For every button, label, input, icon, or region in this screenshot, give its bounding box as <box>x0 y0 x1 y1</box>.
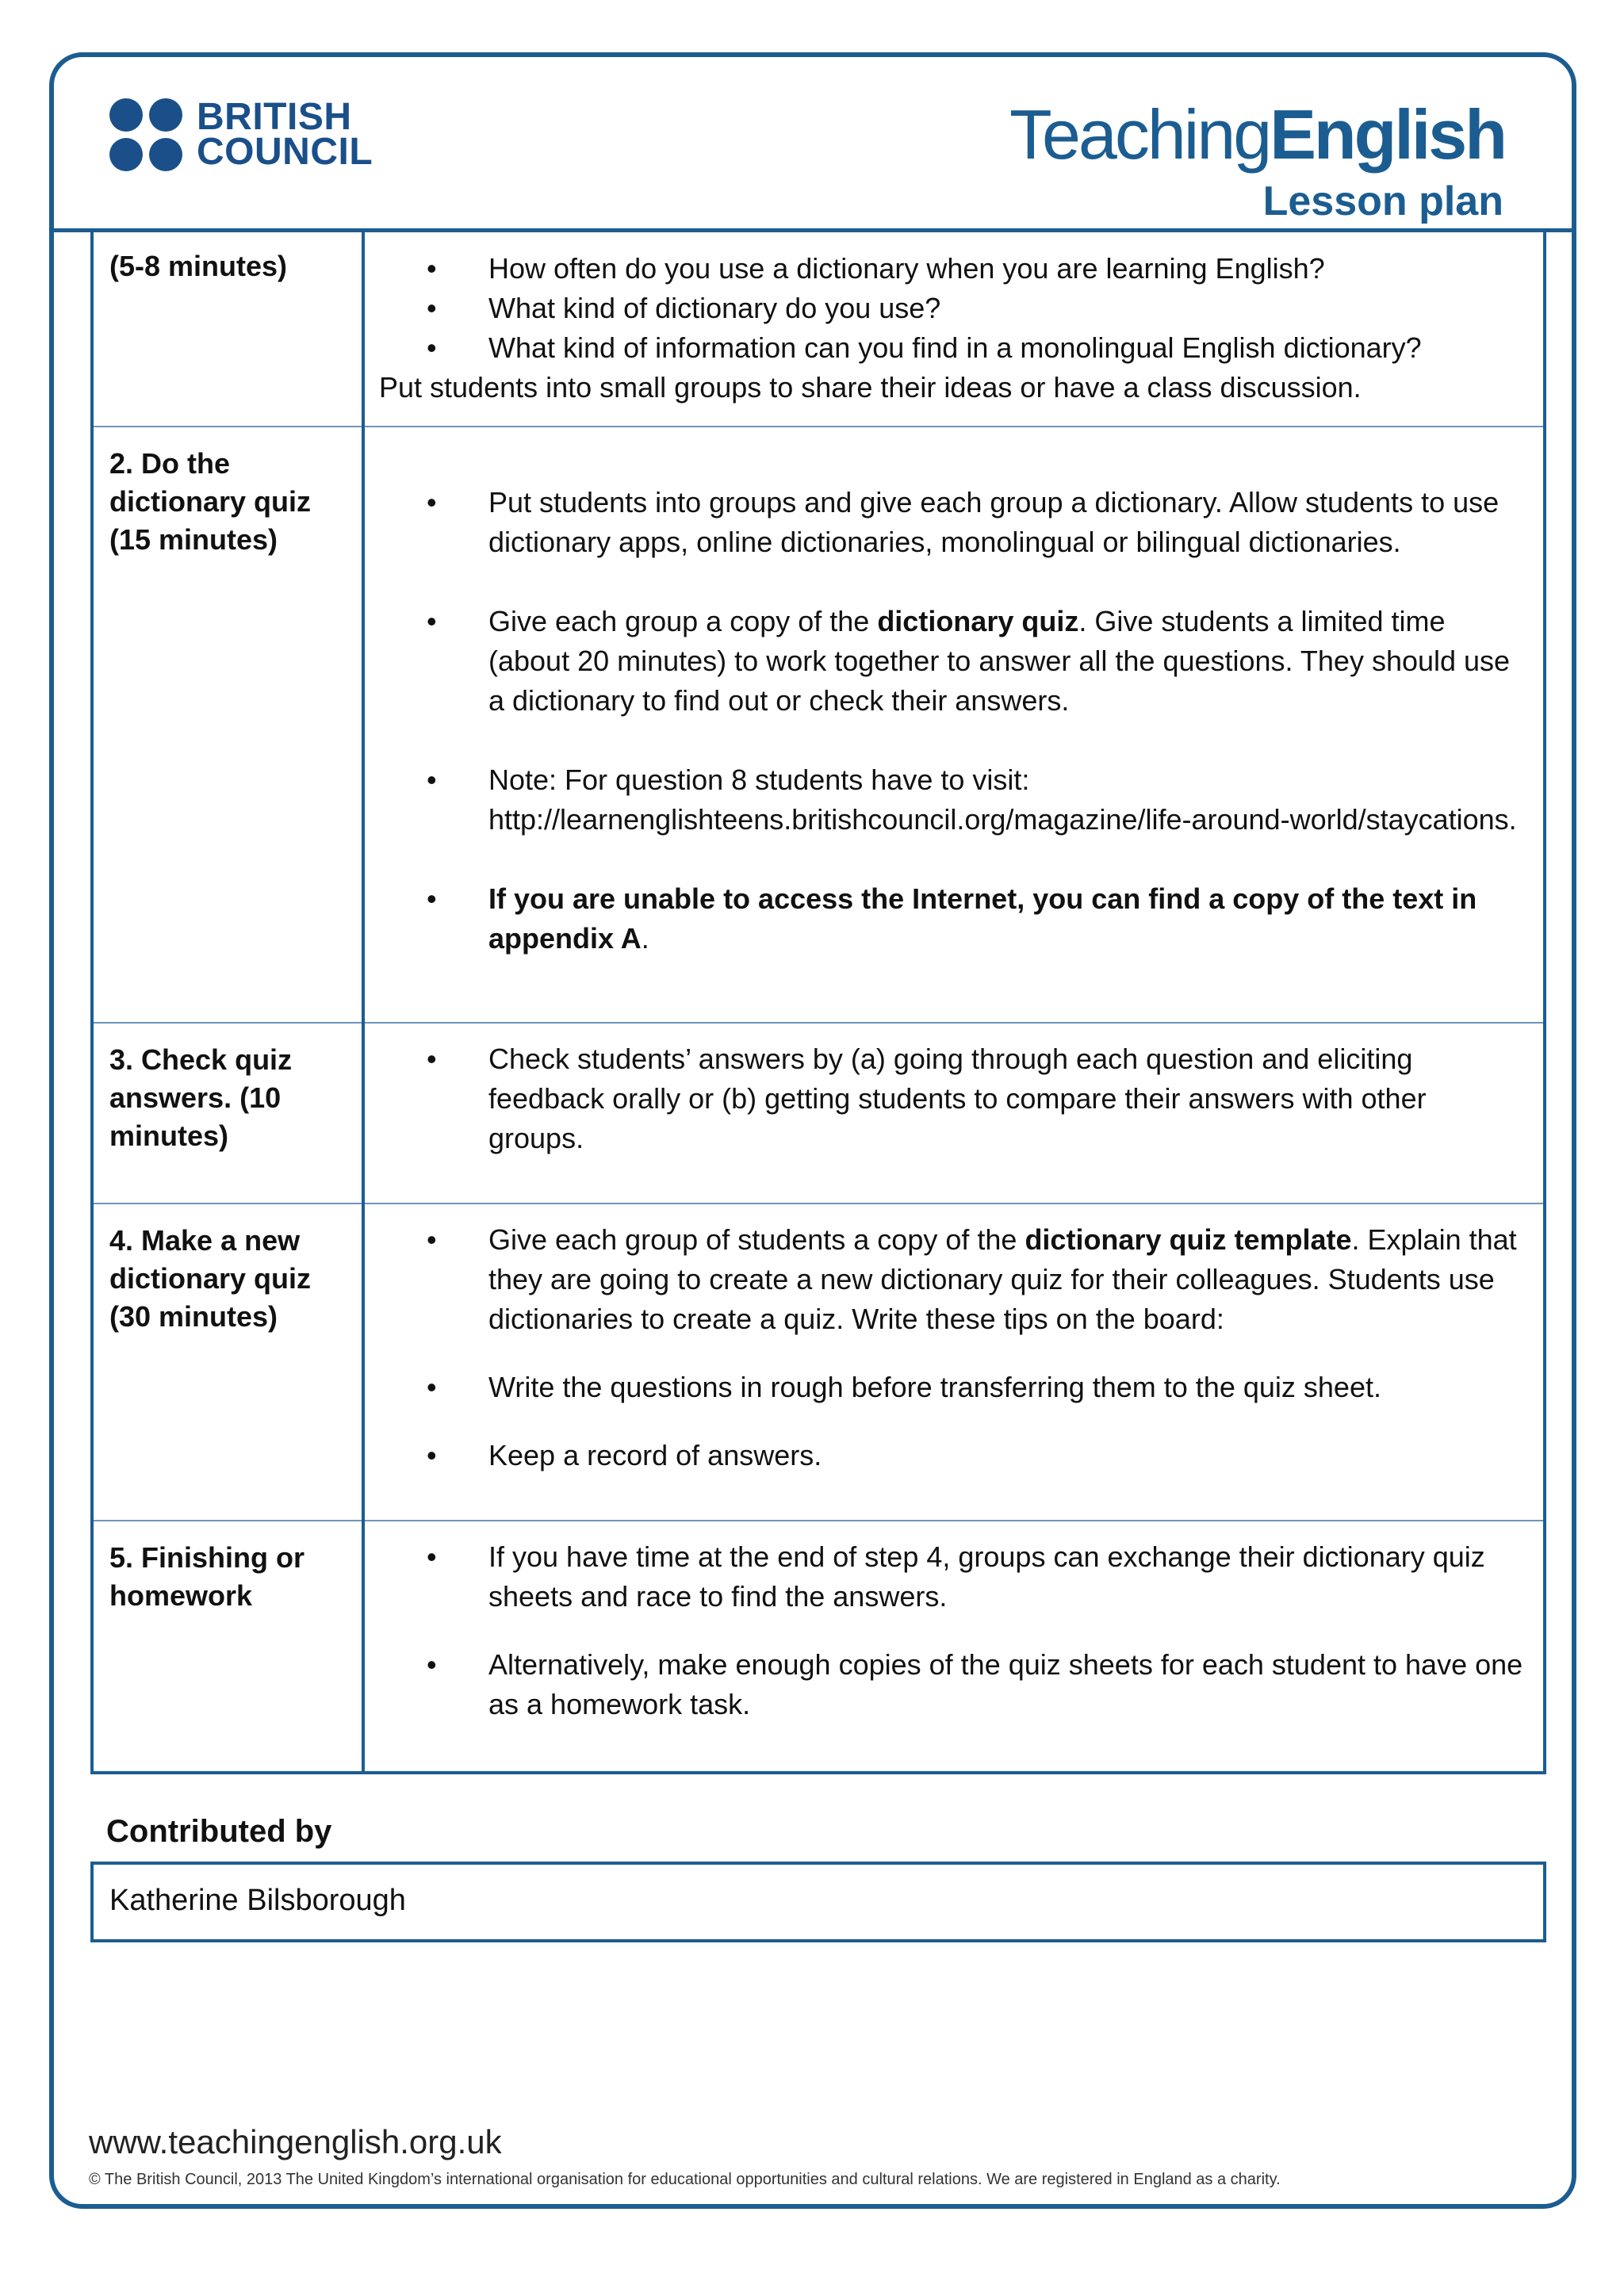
list-item: • What kind of information can you find in a monolingual English dictionary? <box>379 328 1529 368</box>
list-item: • If you are unable to access the Internet, you can find a copy of the text in appendix A. <box>379 879 1529 959</box>
footer-website-link[interactable]: www.teachingenglish.org.uk <box>89 2123 502 2160</box>
bullet-list <box>379 483 1529 959</box>
bullet-list <box>379 1039 1529 1158</box>
bullet-icon: • <box>427 331 437 364</box>
table-row <box>92 427 1545 1023</box>
bullet-icon: • <box>427 486 437 519</box>
list-item: • Check students’ answers by (a) going through each question and eliciting feedback orally or (b) getting students to compare their answers with other groups. <box>379 1039 1529 1158</box>
british-council-logo <box>109 98 373 171</box>
table-row <box>92 1023 1545 1203</box>
list-item: • Give each group of students a copy of the dictionary quiz template. Explain that they are going to create a new dictionary quiz for their colleagues. Students use dictionaries to create a quiz. Write these tips on the board: <box>379 1220 1529 1339</box>
list-item: • Put students into groups and give each group a dictionary. Allow students to use dictionary apps, online dictionaries, monolingual or bilingual dictionaries. <box>379 483 1529 562</box>
contributor-name-box <box>90 1862 1546 1942</box>
procedure-cell <box>363 230 1545 427</box>
lesson-plan-table <box>90 230 1546 1774</box>
stage-cell: 3. Check quiz answers. (10 minutes) <box>92 1023 363 1203</box>
instruction-text: Put students into small groups to share their ideas or have a class discussion. <box>379 371 1362 404</box>
contributor-name: Katherine Bilsborough <box>109 1884 406 1917</box>
bullet-icon: • <box>427 1371 437 1403</box>
bullet-icon: • <box>427 1540 437 1573</box>
document-type-label: Lesson plan <box>1262 178 1503 224</box>
table-row <box>92 1521 1545 1773</box>
stage-cell: 2. Do the dictionary quiz (15 minutes) <box>92 427 363 1023</box>
stage-cell: (5-8 minutes) <box>92 230 363 427</box>
list-item: • What kind of dictionary do you use? <box>379 289 1529 328</box>
procedure-cell <box>363 1521 1545 1773</box>
bullet-icon: • <box>427 763 437 796</box>
contributed-by-heading: Contributed by <box>106 1814 332 1849</box>
bullet-list <box>379 1220 1529 1475</box>
bullet-list <box>379 249 1529 368</box>
bullet-list <box>379 1537 1529 1724</box>
procedure-cell <box>363 1023 1545 1203</box>
list-item: • Write the questions in rough before transferring them to the quiz sheet. <box>379 1368 1529 1407</box>
footer-copyright: © The British Council, 2013 The United Kingdom’s international organisation for educational opportunities and cultural relations. We are registered in England as a charity. <box>89 2171 1281 2188</box>
list-item: • Alternatively, make enough copies of the quiz sheets for each student to have one as a homework task. <box>379 1645 1529 1724</box>
stage-cell: 4. Make a new dictionary quiz (30 minutes) <box>92 1203 363 1521</box>
list-item: • If you have time at the end of step 4, groups can exchange their dictionary quiz sheets and race to find the answers. <box>379 1537 1529 1617</box>
bullet-icon: • <box>427 1043 437 1075</box>
list-item: • How often do you use a dictionary when you are learning English? <box>379 249 1529 289</box>
british-council-wordmark: BRITISH COUNCIL <box>197 96 373 173</box>
bullet-icon: • <box>427 1439 437 1471</box>
bullet-icon: • <box>427 882 437 915</box>
bullet-icon: • <box>427 292 437 324</box>
table-row <box>92 230 1545 427</box>
bullet-icon: • <box>427 1648 437 1681</box>
bullet-icon: • <box>427 1223 437 1256</box>
british-council-dots-icon <box>109 98 182 171</box>
list-item: • Note: For question 8 students have to visit: http://learnenglishteens.britishcouncil.org/magazine/life-around-world/staycations. <box>379 760 1529 840</box>
list-item: • Give each group a copy of the dictionary quiz. Give students a limited time (about 20 minutes) to work together to answer all the questions. They should use a dictionary to find out or check their answers. <box>379 602 1529 721</box>
procedure-cell <box>363 427 1545 1023</box>
stage-cell: 5. Finishing or homework <box>92 1521 363 1773</box>
procedure-cell <box>363 1203 1545 1521</box>
bullet-icon: • <box>427 252 437 285</box>
teaching-english-logo: TeachingEnglish <box>1009 95 1505 174</box>
bullet-icon: • <box>427 605 437 637</box>
list-item: • Keep a record of answers. <box>379 1436 1529 1475</box>
table-row <box>92 1203 1545 1521</box>
